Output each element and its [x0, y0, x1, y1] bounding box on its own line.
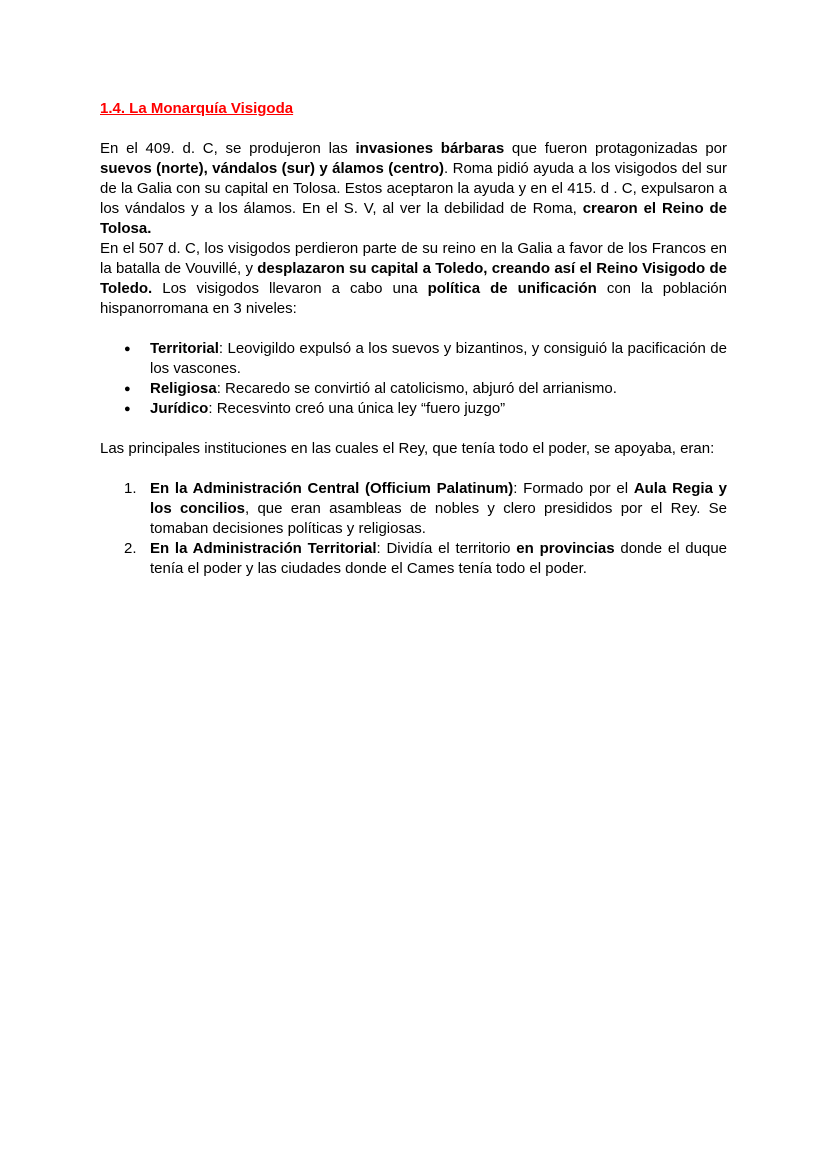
- bold-span: Religiosa: [150, 380, 217, 397]
- text-span: : Recesvinto creó una única ley “fuero juzgo”: [208, 400, 506, 417]
- list-item: [124, 479, 728, 539]
- text-span: : Formado por el: [513, 480, 634, 497]
- bold-span: Aula Regia y los concilios: [150, 480, 728, 517]
- bold-span: política de unificación: [427, 280, 597, 297]
- list-item: [150, 339, 727, 379]
- bold-span: desplazaron su capital a Toledo, creando así el Reino Visigodo de Toledo.: [100, 260, 727, 297]
- unification-levels-list: [100, 339, 727, 419]
- bold-span: Territorial: [150, 340, 219, 357]
- paragraph-institutions: Las principales instituciones en las cuales el Rey, que tenía todo el poder, se apoyaba, eran:: [100, 440, 715, 457]
- bold-span: Jurídico: [150, 400, 209, 417]
- text-span: Los visigodos llevaron a cabo una: [152, 280, 428, 297]
- list-item: [124, 539, 728, 579]
- section-title: 1.4. La Monarquía Visigoda: [100, 100, 294, 117]
- text-span: En el 409. d. C, se produjeron las: [100, 140, 356, 157]
- institutions-list: [100, 479, 727, 579]
- bold-span: En la Administración Territorial: [150, 540, 377, 557]
- paragraph-toledo: [100, 239, 727, 319]
- text-span: : Recaredo se convirtió al catolicismo, abjuró del arrianismo.: [216, 380, 617, 397]
- text-span: : Dividía el territorio: [376, 540, 517, 557]
- text-span: : Leovigildo expulsó a los suevos y bizantinos, y consiguió la pacificación de los vascones.: [150, 340, 727, 377]
- text-span: que fueron protagonizadas por: [504, 140, 728, 157]
- bold-span: suevos (norte), vándalos (sur) y álamos (centro): [100, 160, 445, 177]
- bold-span: crearon el Reino de Tolosa.: [100, 200, 727, 237]
- bold-span: invasiones bárbaras: [355, 140, 505, 157]
- paragraph-invasions: [100, 139, 727, 239]
- bold-span: en provincias: [516, 540, 615, 557]
- list-number: 2.: [124, 540, 137, 557]
- text-span: donde el duque tenía el poder y las ciudades donde el Cames tenía todo el poder.: [150, 540, 728, 577]
- list-item: [150, 379, 727, 399]
- text-span: con la población hispanorromana en 3 niveles:: [100, 280, 727, 317]
- document-content: [100, 99, 727, 579]
- text-span: . Roma pidió ayuda a los visigodos del sur de la Galia con su capital en Tolosa. Estos aceptaron la ayuda y en el 415. d . C, expulsaron a los vándalos y a los álamos. En el S. V, al ver la debilidad de Roma,: [100, 160, 727, 217]
- text-span: En el 507 d. C, los visigodos perdieron parte de su reino en la Galia a favor de los Francos en la batalla de Vouvillé, y: [100, 240, 727, 277]
- list-number: 1.: [124, 480, 137, 497]
- list-item: [150, 399, 727, 419]
- text-span: , que eran asambleas de nobles y clero presididos por el Rey. Se tomaban decisiones políticas y religiosas.: [150, 500, 728, 537]
- bold-span: En la Administración Central (Officium Palatinum): [150, 480, 514, 497]
